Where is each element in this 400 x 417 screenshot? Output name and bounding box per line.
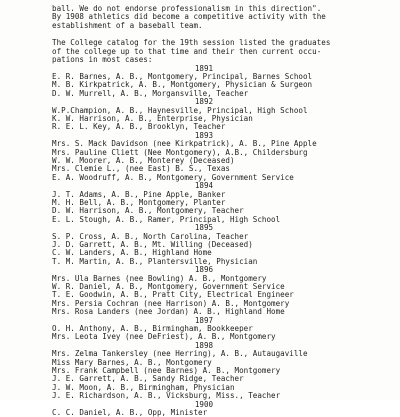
graduate-entry: K. W. Harrison, A. B., Enterprise, Physician [52,114,253,123]
graduate-entry: Mrs. Frank Campbell (nee Barnes) A. B., Montgomery [52,366,281,375]
intro-line: establishment of a baseball team. [52,20,203,30]
graduate-entry: S. P. Cross, A. B., North Carolina, Teacher [52,231,249,241]
graduate-entry: T. M. Martin, A. B., Plantersville, Physician [52,256,258,266]
intro-line: ball. We do not endorse professionalism in this direction". [52,4,322,13]
graduate-entry: Mrs. Ula Barnes (nee Bowling) A. B., Montgomery [52,273,267,283]
graduate-entry: Mrs. Zelma Tankersley (nee Herring), A. B., Autaugaville [52,349,308,359]
catalog-intro-line: pations in most cases: [52,55,153,65]
graduation-year-heading: 1897 [194,315,214,325]
graduate-entry: Miss Mary Barnes, A. B., Montgomery [52,357,212,367]
graduate-entry: D. W. Harrison, A. B., Montgomery, Teacher [52,206,244,216]
graduate-entry: M. B. Kirkpatrick, A. B., Montgomery, Physician & Surgeon [52,80,313,90]
graduate-entry: C. C. Daniel, A. B., Opp, Minister [52,408,208,417]
graduate-entry: O. H. Anthony, A. B., Birmingham, Bookkeeper [52,324,253,333]
graduate-entry: R. E. L. Key, A. B., Brooklyn, Teacher [52,122,226,132]
graduation-year-heading: 1896 [194,265,214,275]
graduate-entry: J. D. Garrett, A. B., Mt. Willing (Deceased) [52,240,253,249]
graduate-entry: Mrs. Clemie L., (nee East) B. S., Texas [52,164,230,174]
graduate-entry: Mrs. Rosa Landers (nee Jordan) A. B., Highland Home [52,307,285,317]
graduate-entry: W. W. Moorer, A. B., Monterey (Deceased) [52,156,235,165]
graduate-entry: W.P.Champion, A. B., Haynesville, Principal, High School [52,105,308,115]
graduation-year-heading: 1891 [194,63,214,73]
graduate-entry: Mrs. Leota Ivey (nee DeFriest), A. B., Montgomery [52,332,276,342]
intro-line: By 1908 athletics did become a competitive activity with the [52,12,326,22]
graduation-year-heading: 1900 [194,399,214,409]
graduate-entry: M. H. Bell, A. B., Montgomery, Planter [52,198,226,207]
graduation-year-heading: 1894 [194,181,214,191]
catalog-intro-line: The College catalog for the 19th session listed the graduates [52,38,331,48]
graduate-entry: T. E. Goodwin, A. B., Pratt City, Electrical Engineer [52,290,294,300]
graduate-entry: J. E. Garrett, A. B., Sandy Ridge, Teacher [52,374,244,384]
graduate-entry: E. R. Barnes, A. B., Montgomery, Principal, Barnes School [52,72,313,81]
graduate-entry: J. T. Adams, A. B., Pine Apple, Banker [52,189,226,199]
graduate-entry: E. A. Woodruff, A. B., Montgomery, Government Service [52,172,294,182]
graduate-entry: D. W. Murrell, A. B., Morgansville, Teacher [52,88,249,98]
graduation-year-heading: 1892 [194,97,214,107]
graduation-year-heading: 1895 [194,223,214,233]
graduate-entry: Mrs. S. Mack Davidson (nee Kirkpatrick), A. B., Pine Apple [52,139,317,149]
graduate-entry: J. E. Richardson, A. B., Vicksburg, Miss., Teacher [52,391,281,401]
graduate-entry: W. R. Daniel, A. B., Montgomery, Government Service [52,282,285,291]
graduate-entry: Mrs. Persia Cochran (nee Harrison) A. B., Montgomery [52,298,290,308]
graduation-year-heading: 1893 [194,130,214,140]
graduate-entry: J. W. Moon, A. B., Birmingham, Physician [52,382,235,392]
catalog-intro-line: of the college up to that time and their then current occu- [52,46,322,56]
graduate-entry: E. L. Stough, A. B., Ramer, Principal, High School [52,214,281,224]
graduate-entry: C. W. Landers, A. B., Highland Home [52,248,212,258]
graduate-entry: Mrs. Pauline Cliett (Nee Montgomery), A.B., Childersburg [52,147,308,157]
graduation-year-heading: 1898 [194,340,214,350]
